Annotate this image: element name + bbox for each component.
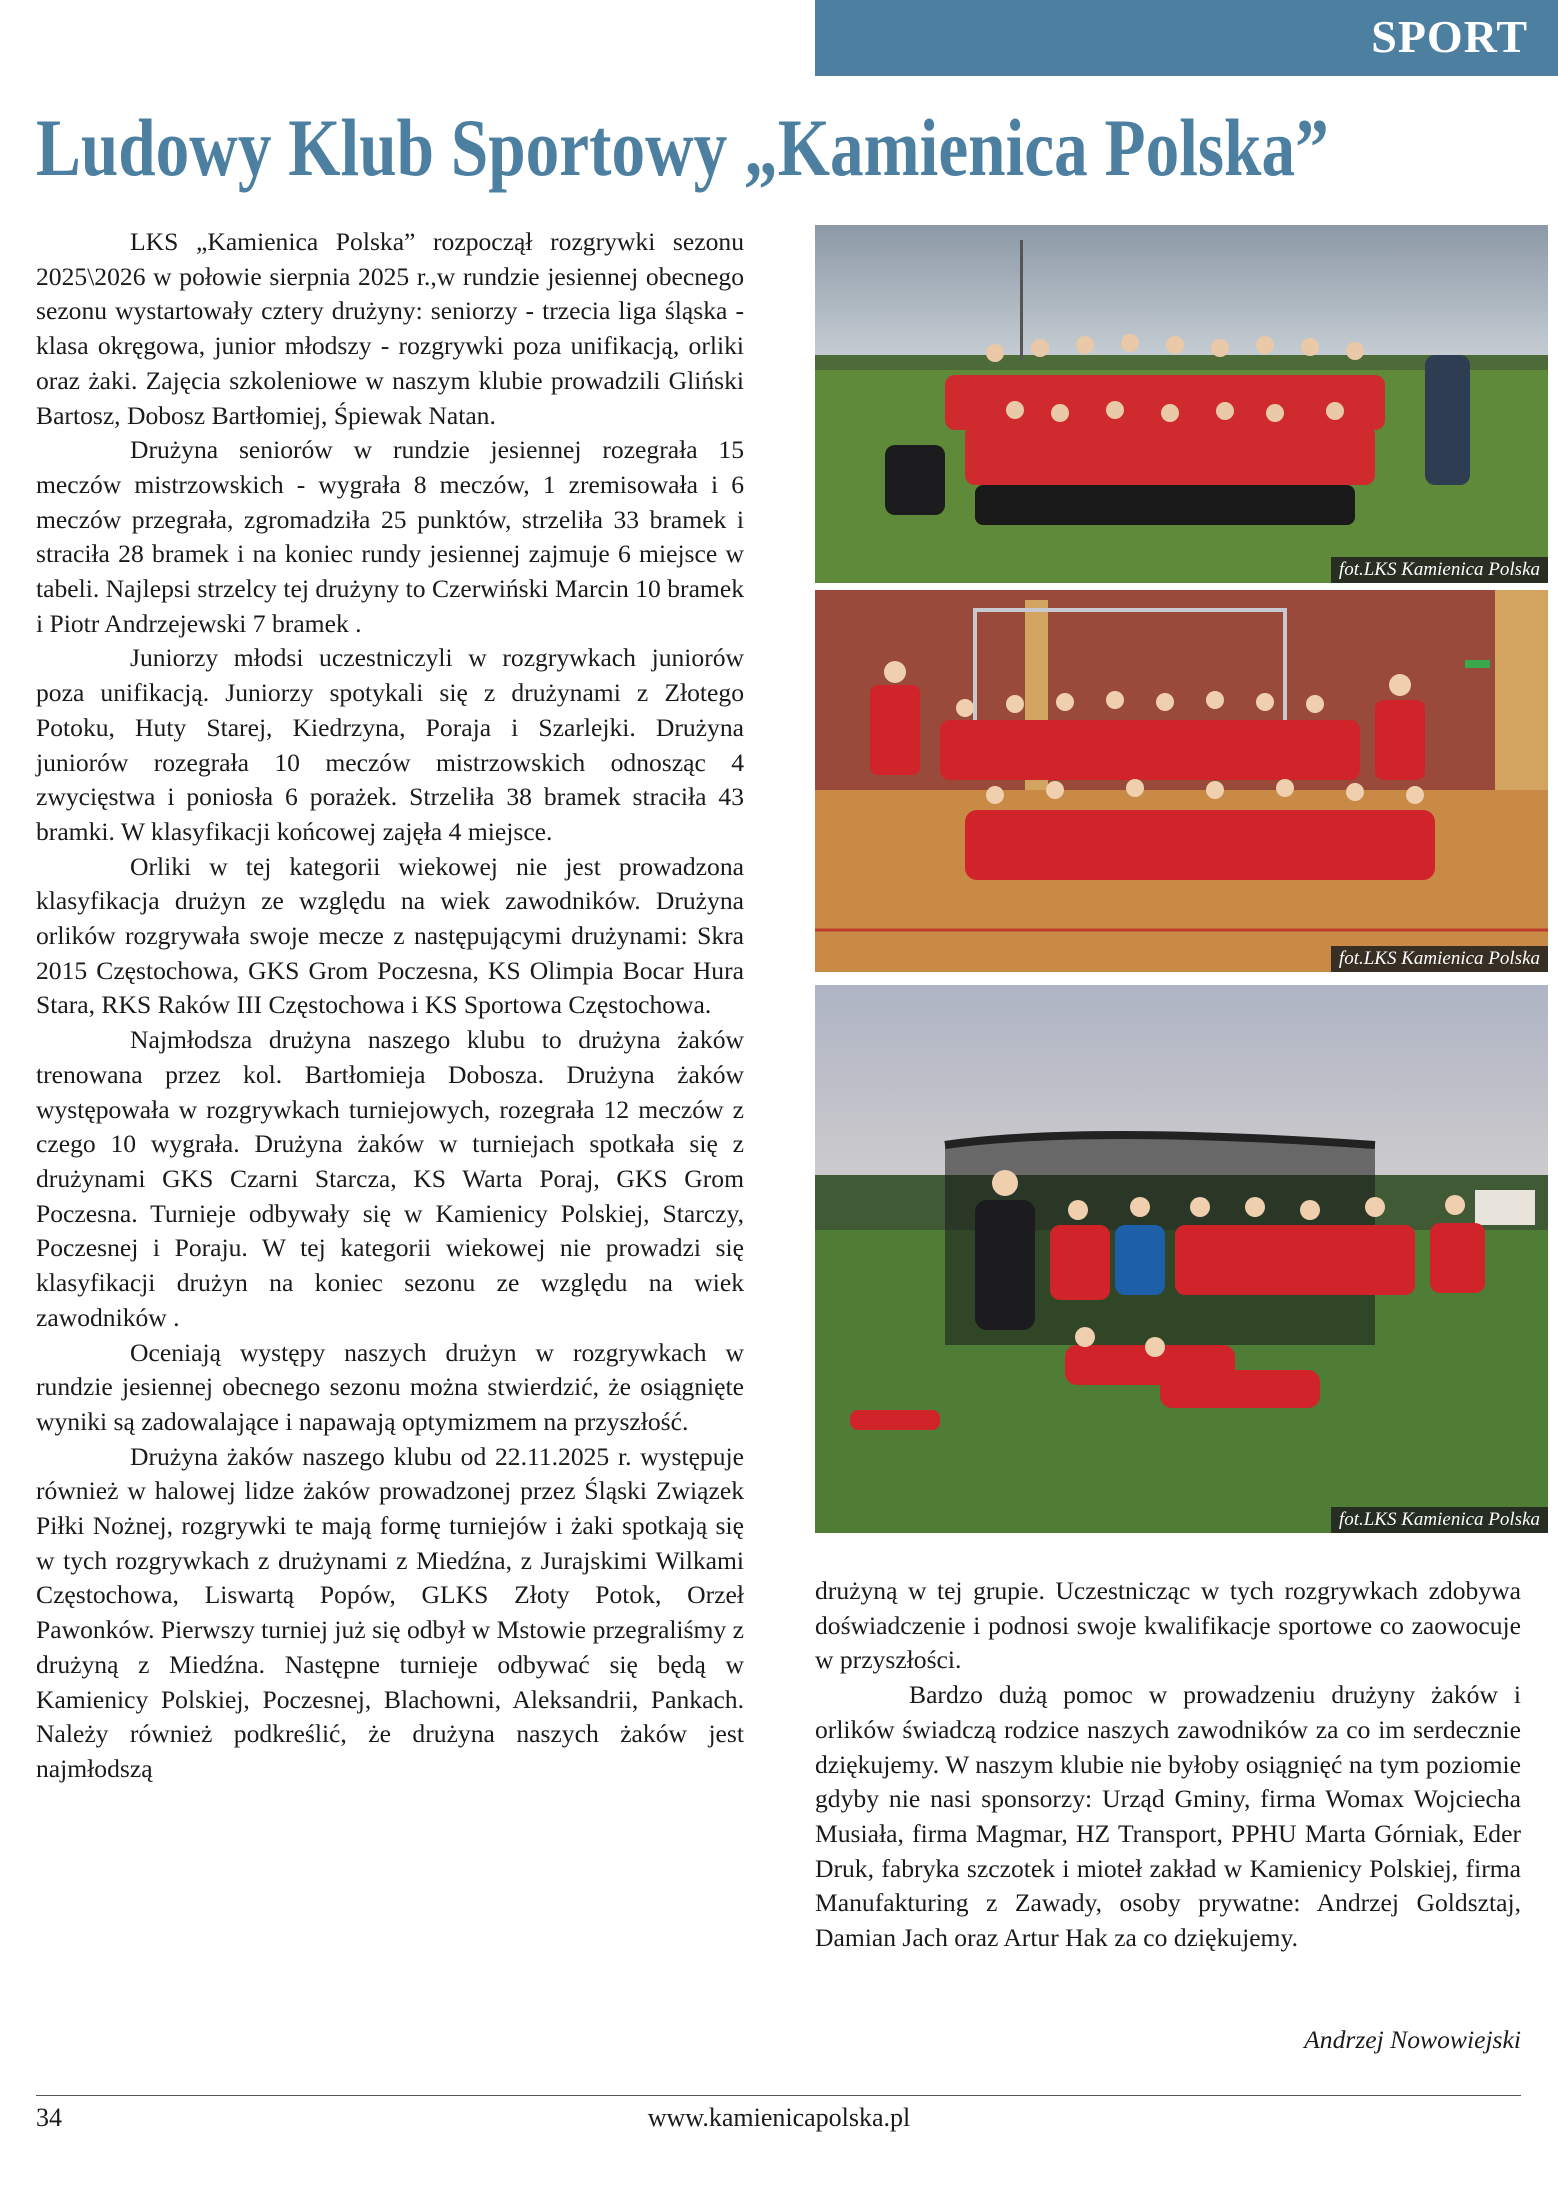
photo-credit: fot.LKS Kamienica Polska [1331,946,1548,972]
article-paragraph: Najmłodsza drużyna naszego klubu to drużyna żaków trenowana przez kol. Bartłomieja Dobosza. Drużyna żaków występowała w rozgrywkach turniejowych, rozegrała 12 meczów z czego 10 wygrała. Drużyna żaków w turniejach spotkała się z drużynami GKS Czarni Starcza, KS Warta Poraj, GKS Grom Poczesna. Turnieje odbywały się w Kamienicy Polskiej, Starczy, Poczesnej i Poraju. W tej kategorii wiekowej nie prowadzi się klasyfikacji drużyn na koniec sezonu ze względu na wiek zawodników . [36,1025,744,1332]
photo-youth-indoor-team [815,590,1548,972]
page-number: 34 [36,2103,62,2132]
article-paragraph: Juniorzy młodsi uczestniczyli w rozgrywkach juniorów poza unifikacją. Juniorzy spotykali się z drużynami z Złotego Potoku, Huty Starej, Kiedrzyna, Poraja i Szarlejki. Drużyna juniorów rozegrała 10 meczów mistrzowskich odnosząc 4 zwycięstwa i poniosła 6 porażek. Strzeliła 38 bramek straciła 43 bramki. W klasyfikacji końcowej zajęła 4 miejsce. [36,643,744,846]
article-paragraph: Drużyna żaków naszego klubu od 22.11.2025 r. występuje również w halowej lidze żaków prowadzonej przez Śląski Związek Piłki Nożnej, rozgrywki te mają formę turniejów i żaki spotkają się w tych rozgrywkach z drużynami z Miedźna, z Jurajskimi Wilkami Częstochowa, Liswartą Popów, GLKS Złoty Potok, Orzeł Pawonków. Pierwszy turniej już się odbył w Mstowie przegraliśmy z drużyną z Miedźna. Następne turnieje odbywać się będą w Kamienicy Polskiej, Poczesnej, Blachowni, Aleksandrii, Pankach. Należy również podkreślić, że drużyna naszych żaków jest najmłodszą [36,1441,744,1783]
article-right-column [815,1574,1521,1956]
article-paragraph: Oceniają występy naszych drużyn w rozgrywkach w rundzie jesiennej obecnego sezonu można stwierdzić, że osiągnięte wyniki są zadowalające i napawają optymizmem na przyszłość. [36,1337,744,1436]
section-label: SPORT [815,0,1558,76]
article-paragraph: Drużyna seniorów w rundzie jesiennej rozegrała 15 meczów mistrzowskich - wygrała 8 meczów, 1 zremisowała i 6 meczów przegrała, zgromadziła 25 punktów, strzeliła 33 bramek i straciła 28 bramek i na koniec rundy jesiennej zajmuje 6 miejsce w tabeli. Najlepsi strzelcy tej drużyny to Czerwiński Marcin 10 bramek i Piotr Andrzejewski 7 bramek . [36,435,744,638]
footer-website: www.kamienicapolska.pl [647,2103,911,2132]
photo-seniors-team [815,225,1548,583]
article-paragraph: Orliki w tej kategorii wiekowej nie jest prowadzona klasyfikacja drużyn ze względu na wiek zawodników. Drużyna orlików rozgrywała swoje mecze z następującymi drużynami: Skra 2015 Częstochowa, GKS Grom Poczesna, KS Olimpia Bocar Hura Stara, RKS Raków III Częstochowa i KS Sportowa Częstochowa. [36,851,744,1020]
photo-kids-with-goal [815,985,1548,1533]
photo-credit: fot.LKS Kamienica Polska [1331,557,1548,583]
article-left-column [36,225,744,1787]
article-paragraph: LKS „Kamienica Polska” rozpoczął rozgrywki sezonu 2025\2026 w połowie sierpnia 2025 r.,w rundzie jesiennej obecnego sezonu wystartowały cztery drużyny: seniorzy - trzecia liga śląska - klasa okręgowa, junior młodszy - rozgrywki poza unifikacją, orliki oraz żaki. Zajęcia szkoleniowe w naszym klubie prowadzili Gliński Bartosz, Dobosz Bartłomiej, Śpiewak Natan. [36,227,744,430]
article-paragraph: Bardzo dużą pomoc w prowadzeniu drużyny żaków i orlików świadczą rodzice naszych zawodników za co im serdecznie dziękujemy. W naszym klubie nie byłoby osiągnięć na tym poziomie gdyby nie nasi sponsorzy: Urząd Gminy, firma Womax Wojciecha Musiała, firma Magmar, HZ Transport, PPHU Marta Górniak, Eder Druk, fabryka szczotek i mioteł zakład w Kamienicy Polskiej, firma Manufakturing z Zawady, osoby prywatne: Andrzej Goldsztaj, Damian Jach oraz Artur Hak za co dziękujemy. [815,1680,1521,1953]
article-author: Andrzej Nowowiejski [1304,2025,1521,2054]
photo-credit: fot.LKS Kamienica Polska [1331,1507,1548,1533]
article-paragraph: drużyną w tej grupie. Uczestnicząc w tych rozgrywkach zdobywa doświadczenie i podnosi swoje kwalifikacje sportowe co zaowocuje w przyszłości. [815,1576,1521,1675]
footer-divider [36,2095,1521,2096]
article-headline: Ludowy Klub Sportowy „Kamienica Polska” [36,102,1329,193]
